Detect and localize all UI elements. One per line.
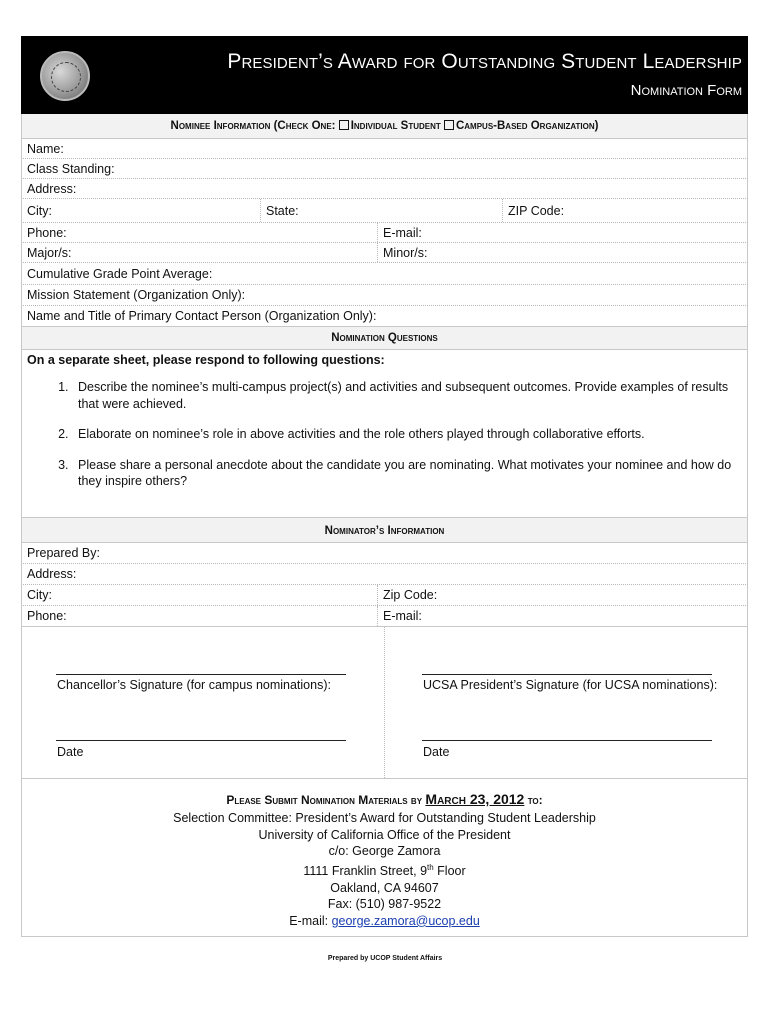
address-line: University of California Office of the President bbox=[258, 827, 511, 842]
nominee-phone-field[interactable]: Phone: bbox=[27, 226, 67, 240]
submission-deadline: March 23, 2012 bbox=[425, 791, 525, 807]
address-line: c/o: George Zamora bbox=[328, 844, 441, 859]
address-line: Oakland, CA 94607 bbox=[330, 880, 439, 895]
majors-row bbox=[21, 243, 748, 263]
primary-contact-field[interactable]: Name and Title of Primary Contact Person (Organization Only): bbox=[27, 309, 377, 323]
questions-section-heading: Nomination Questions bbox=[21, 327, 748, 350]
individual-option-label: Individual Student bbox=[350, 120, 441, 132]
submission-heading-suffix: to: bbox=[527, 793, 543, 807]
nominator-address-row bbox=[21, 564, 748, 585]
nominee-state-field[interactable]: State: bbox=[260, 199, 502, 222]
prepared-by-row bbox=[21, 543, 748, 564]
ucsa-date-line bbox=[422, 740, 712, 741]
page-title: President’s Award for Outstanding Student Leadership bbox=[227, 50, 742, 73]
nominee-heading-label: Nominee Information (Check One: bbox=[170, 120, 336, 132]
chancellor-date-label: Date bbox=[57, 745, 84, 759]
ucsa-signature-label: UCSA President’s Signature (for UCSA nominations): bbox=[423, 678, 718, 692]
gpa-field[interactable]: Cumulative Grade Point Average: bbox=[27, 267, 213, 281]
fax-line: Fax: (510) 987-9522 bbox=[327, 897, 442, 912]
submission-heading-prefix: Please Submit Nomination Materials by bbox=[226, 793, 423, 807]
question-item: 1. Describe the nominee’s multi-campus project(s) and activities and subsequent outcomes. Provide examples of results that were achieved. bbox=[72, 379, 742, 412]
question-item: 3. Please share a personal anecdote about the candidate you are nominating. What motivates your nominee and how do they inspire others? bbox=[72, 457, 742, 490]
minors-field[interactable]: Minor/s: bbox=[377, 243, 747, 262]
page-subtitle: Nomination Form bbox=[630, 82, 742, 99]
chancellor-signature-line bbox=[56, 674, 346, 675]
mission-statement-field[interactable]: Mission Statement (Organization Only): bbox=[27, 288, 246, 302]
floor-text: Floor bbox=[433, 863, 466, 878]
nominator-section-heading: Nominator’s Information bbox=[21, 518, 748, 543]
questions-list bbox=[27, 379, 742, 490]
nominator-city-row bbox=[21, 585, 748, 606]
individual-checkbox[interactable] bbox=[339, 120, 349, 130]
chancellor-signature-label: Chancellor’s Signature (for campus nominations): bbox=[57, 678, 331, 692]
email-link[interactable]: george.zamora@ucop.edu bbox=[331, 913, 480, 928]
majors-field[interactable]: Major/s: bbox=[27, 246, 72, 260]
ucsa-signature-line bbox=[422, 674, 712, 675]
questions-lead: On a separate sheet, please respond to following questions: bbox=[27, 353, 385, 367]
submission-info bbox=[21, 779, 748, 937]
nominator-phone-row bbox=[21, 606, 748, 627]
nominee-zip-field[interactable]: ZIP Code: bbox=[502, 199, 747, 222]
nominator-city-field[interactable]: City: bbox=[27, 588, 52, 602]
chancellor-signature-area[interactable] bbox=[22, 627, 384, 778]
nomination-form bbox=[21, 36, 748, 937]
submission-heading bbox=[22, 791, 747, 807]
nominee-name-field[interactable]: Name: bbox=[27, 142, 64, 156]
question-item: 2. Elaborate on nominee’s role in above activities and the role others played through collaborative efforts. bbox=[72, 426, 742, 443]
chancellor-date-line bbox=[56, 740, 346, 741]
form-header bbox=[21, 36, 748, 114]
ucsa-date-label: Date bbox=[423, 745, 450, 759]
class-standing-field[interactable]: Class Standing: bbox=[27, 162, 115, 176]
nominee-address-row bbox=[21, 179, 748, 199]
email-label: E-mail: bbox=[289, 913, 332, 928]
prepared-by-field[interactable]: Prepared By: bbox=[27, 546, 100, 560]
floor-suffix: th bbox=[427, 862, 434, 872]
campus-org-checkbox[interactable] bbox=[444, 120, 454, 130]
nominee-city-row bbox=[21, 199, 748, 223]
signature-box bbox=[21, 627, 748, 779]
nominee-phone-row bbox=[21, 223, 748, 243]
street-text: 1111 Franklin Street, 9 bbox=[303, 863, 428, 878]
nominator-phone-field[interactable]: Phone: bbox=[27, 609, 67, 623]
email-line bbox=[22, 913, 747, 930]
nominator-zip-field[interactable]: Zip Code: bbox=[377, 585, 747, 605]
mailing-address bbox=[22, 810, 747, 929]
nominee-name-row bbox=[21, 139, 748, 159]
university-seal-icon bbox=[40, 51, 90, 101]
address-line bbox=[22, 860, 747, 880]
page-footer: Prepared by UCOP Student Affairs bbox=[327, 955, 443, 962]
nominee-address-field[interactable]: Address: bbox=[27, 182, 77, 196]
gpa-row bbox=[21, 263, 748, 285]
nominator-email-field[interactable]: E-mail: bbox=[377, 606, 747, 626]
nominee-city-field[interactable]: City: bbox=[27, 204, 52, 218]
class-standing-row bbox=[21, 159, 748, 179]
contact-row bbox=[21, 306, 748, 327]
nominee-section-heading bbox=[21, 114, 748, 139]
campus-option-label: Campus-Based Organization) bbox=[455, 120, 599, 132]
nominator-address-field[interactable]: Address: bbox=[27, 567, 77, 581]
ucsa-signature-area[interactable] bbox=[384, 627, 747, 778]
mission-row bbox=[21, 285, 748, 306]
nominee-email-field[interactable]: E-mail: bbox=[377, 223, 747, 242]
address-line: Selection Committee: President’s Award for Outstanding Student Leadership bbox=[173, 811, 596, 825]
questions-box bbox=[21, 350, 748, 518]
